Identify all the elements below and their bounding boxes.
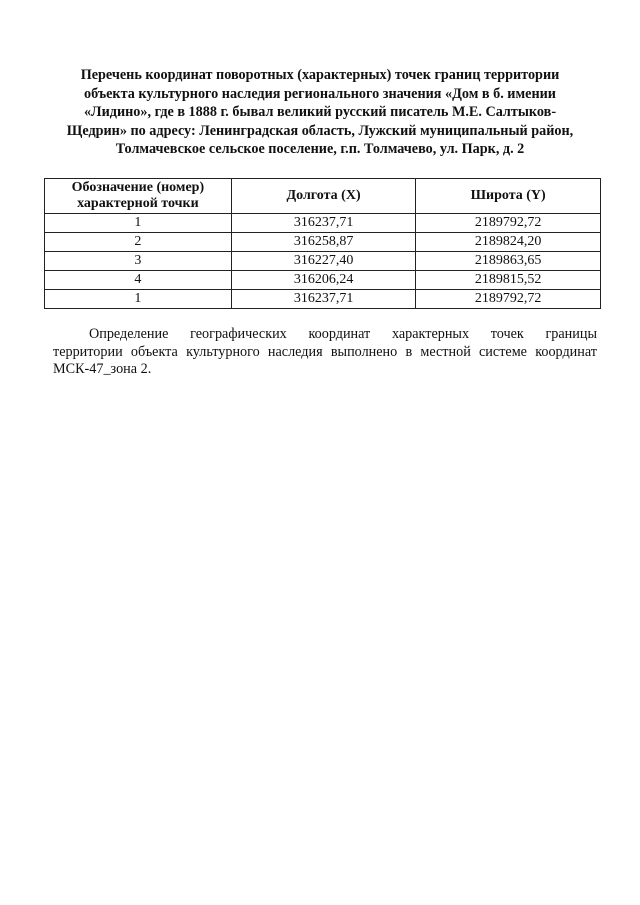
coordinates-table	[44, 178, 601, 309]
cell-y: 2189792,72	[416, 214, 601, 233]
cell-point: 1	[45, 290, 232, 309]
cell-y: 2189792,72	[416, 290, 601, 309]
title-line: объекта культурного наследия регионального значения «Дом в б. имении	[84, 85, 556, 102]
title-line: Толмачевское сельское поселение, г.п. Толмачево, ул. Парк, д. 2	[115, 141, 525, 157]
cell-y: 2189815,52	[416, 271, 601, 290]
header-latitude: Широта (Y)	[416, 179, 601, 214]
table-row	[45, 233, 601, 252]
header-point-line1: Обозначение (номер)	[71, 180, 205, 195]
cell-x: 316237,71	[231, 290, 416, 309]
header-point	[45, 179, 232, 214]
note-paragraph	[53, 326, 597, 379]
note-line: Определение географических координат характерных точек границы	[89, 326, 597, 342]
cell-x: 316227,40	[231, 252, 416, 271]
cell-point: 1	[45, 214, 232, 233]
cell-point: 3	[45, 252, 232, 271]
table-row	[45, 214, 601, 233]
cell-x: 316258,87	[231, 233, 416, 252]
note-line: территории объекта культурного наследия выполнено в местной системе координат	[53, 343, 597, 360]
header-longitude: Долгота (X)	[231, 179, 416, 214]
title-line: «Лидино», где в 1888 г. бывал великий русский писатель М.Е. Салтыков-	[83, 104, 557, 120]
document-title	[48, 66, 592, 159]
cell-y: 2189863,65	[416, 252, 601, 271]
header-point-line2: характерной точки	[77, 196, 199, 211]
cell-x: 316237,71	[231, 214, 416, 233]
cell-y: 2189824,20	[416, 233, 601, 252]
table-row	[45, 252, 601, 271]
cell-point: 4	[45, 271, 232, 290]
title-line: Щедрин» по адресу: Ленинградская область, Лужский муниципальный район,	[66, 122, 574, 139]
note-line: МСК-47_зона 2.	[53, 361, 152, 377]
table-header-row	[45, 179, 601, 214]
table-row	[45, 271, 601, 290]
title-line: Перечень координат поворотных (характерных) точек границ территории	[80, 67, 560, 83]
table-row	[45, 290, 601, 309]
cell-x: 316206,24	[231, 271, 416, 290]
cell-point: 2	[45, 233, 232, 252]
